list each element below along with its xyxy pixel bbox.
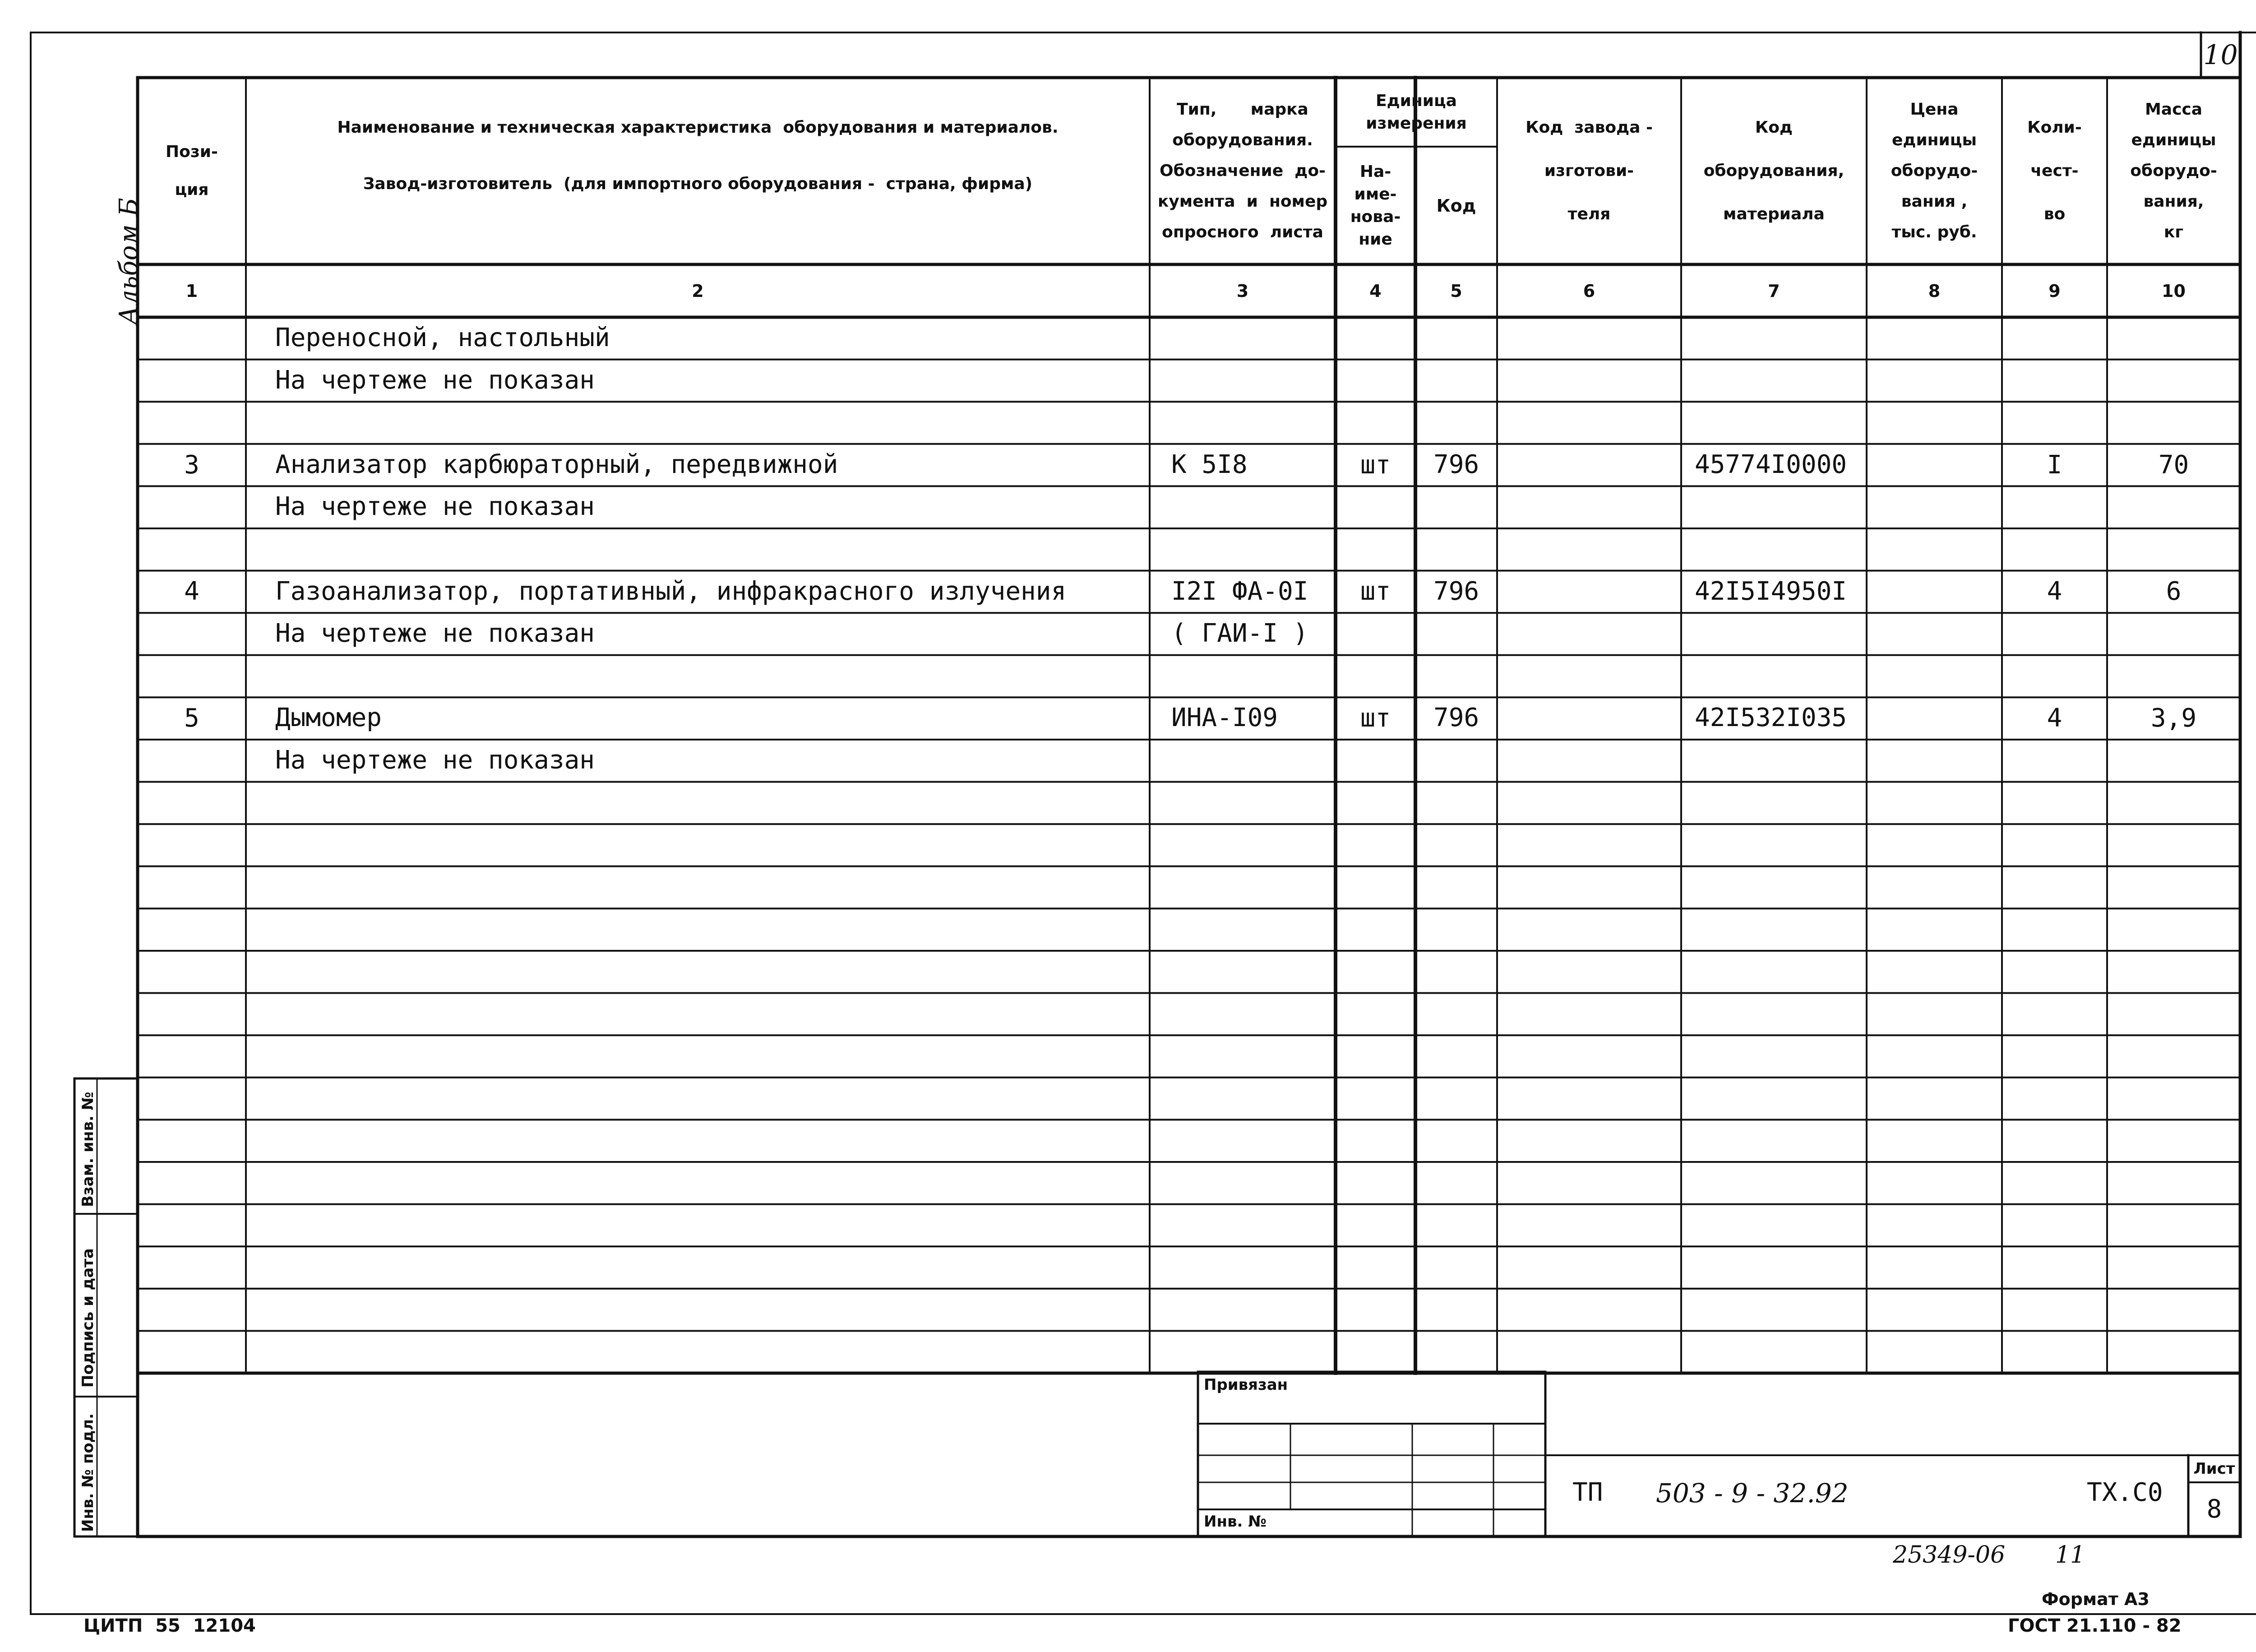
format-label: Формат А3	[2042, 1589, 2150, 1609]
cell-name: Анализатор карбюраторный, передвижной	[275, 449, 838, 479]
cell-unit-name: шт	[1360, 703, 1391, 733]
column-number: 2	[692, 281, 704, 301]
cell-name: На чертеже не показан	[275, 365, 595, 395]
cell-type: ИНА-I09	[1171, 703, 1278, 733]
header-position: Пози- ция	[166, 143, 218, 199]
stamp-privyazan-label: Привязан	[1204, 1376, 1288, 1394]
header-mass: Масса единицы оборудо- вания, кг	[2130, 100, 2217, 241]
stamp-sheet-number: 8	[2206, 1495, 2222, 1524]
header-maker-code: Код завода - изготови- теля	[1526, 118, 1653, 223]
printer-label: ЦИТП 55 12104	[83, 1615, 256, 1636]
header-equipment-code: Код оборудования, материала	[1703, 118, 1845, 223]
strip-vzam-inv: Взам. инв. №	[79, 1092, 97, 1207]
header-name-line2: Завод-изготовитель (для импортного оборудования - страна, фирма)	[363, 175, 1033, 193]
cell-pos: 5	[184, 703, 199, 733]
cell-type: К 5I8	[1171, 449, 1248, 479]
header-quantity: Коли- чест- во	[2027, 118, 2082, 223]
cell-unit-code: 796	[1433, 703, 1479, 733]
header-type: Тип, марка оборудования. Обозначение до- кумента и номер опросного листа	[1157, 100, 1328, 241]
cell-unit-name: шт	[1360, 450, 1391, 480]
album-label: Альбом Б	[114, 198, 143, 325]
cell-qty: 4	[2047, 703, 2062, 733]
cell-mass: 6	[2166, 577, 2182, 606]
cell-qty: 4	[2047, 577, 2062, 606]
stamp-inv-label: Инв. №	[1204, 1513, 1267, 1531]
cell-name: Дымомер	[275, 703, 382, 733]
column-number: 1	[185, 281, 198, 301]
column-number: 6	[1583, 281, 1595, 301]
cell-equip-code: 42I532I035	[1695, 703, 1847, 733]
cell-type: I2I ФА-0I	[1171, 576, 1308, 606]
header-name-line1: Наименование и техническая характеристика оборудования и материалов.	[337, 118, 1059, 137]
cell-equip-code: 42I5I4950I	[1695, 576, 1847, 606]
header-unit-name: На- име- нова- ние	[1350, 162, 1401, 249]
stamp-doc-code: 503 - 9 - 32.92	[1656, 1478, 1849, 1509]
cell-qty: I	[2047, 450, 2062, 480]
cell-unit-name: шт	[1360, 577, 1391, 606]
cell-name: На чертеже не показан	[275, 745, 595, 775]
cell-name: Переносной, настольный	[275, 323, 610, 352]
cell-name: Газоанализатор, портативный, инфракрасного излучения	[275, 576, 1067, 606]
column-number: 4	[1369, 281, 1382, 301]
cell-pos: 3	[184, 450, 199, 480]
strip-signature-date: Подпись и дата	[79, 1248, 97, 1388]
cell-name: На чертеже не показан	[275, 619, 595, 648]
cell-unit-code: 796	[1433, 449, 1479, 479]
sheet-corner-number: 10	[2203, 39, 2238, 71]
header-unit-code: Код	[1436, 195, 1476, 216]
column-number: 5	[1450, 281, 1462, 301]
column-number: 9	[2048, 281, 2061, 301]
stamp-doc-suffix: ТХ.С0	[2087, 1478, 2163, 1507]
archive-page-number: 11	[2055, 1541, 2085, 1569]
cell-type: ( ГАИ-I )	[1171, 619, 1308, 648]
cell-equip-code: 45774I0000	[1695, 449, 1847, 479]
stamp-doc-prefix: ТП	[1572, 1478, 1603, 1507]
header-price: Цена единицы оборудо- вания , тыс. руб.	[1891, 100, 1978, 241]
strip-inv-original: Инв. № подл.	[79, 1413, 97, 1532]
cell-name: На чертеже не показан	[275, 492, 595, 522]
column-number: 7	[1768, 281, 1780, 301]
archive-number: 25349-06	[1893, 1541, 2006, 1569]
header-unit-group: Единица измерения	[1366, 91, 1467, 133]
cell-pos: 4	[184, 577, 199, 606]
column-number: 8	[1928, 281, 1941, 301]
cell-mass: 70	[2158, 450, 2189, 480]
column-number: 3	[1236, 281, 1249, 301]
cell-mass: 3,9	[2150, 703, 2197, 733]
gost-label: ГОСТ 21.110 - 82	[2008, 1615, 2182, 1636]
cell-unit-code: 796	[1433, 576, 1479, 606]
column-number: 10	[2162, 281, 2186, 301]
stamp-sheet-label: Лист	[2193, 1460, 2235, 1478]
